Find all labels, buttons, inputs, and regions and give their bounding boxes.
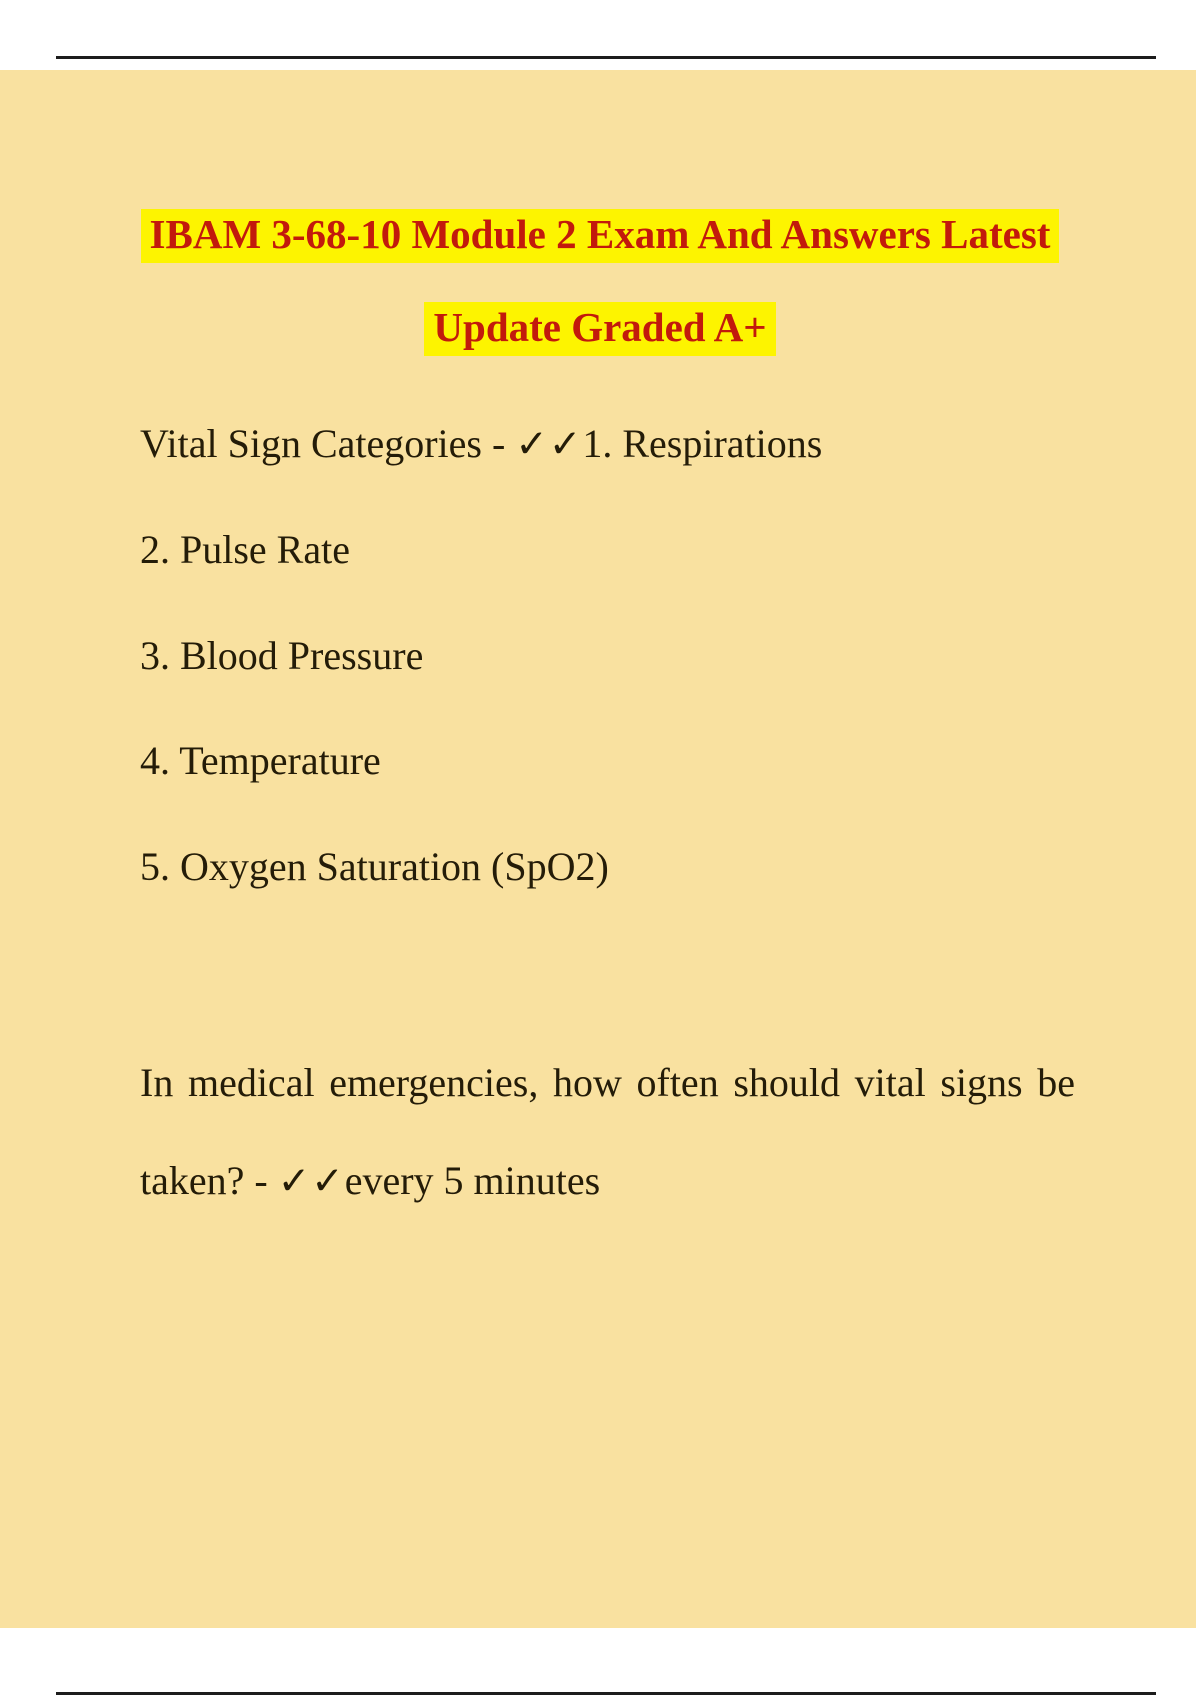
answer-line (140, 1158, 1075, 1205)
document-title-line-2 (0, 302, 1200, 356)
answer-text: every 5 minutes (344, 1158, 601, 1203)
title-highlight-line-2: Update Graded A+ (424, 302, 775, 356)
term-line (140, 421, 1075, 468)
question-line: In medical emergencies, how often should vital signs be (140, 1060, 1075, 1105)
question-continuation-text: taken? - (140, 1158, 278, 1203)
title-highlight-line-1: IBAM 3-68-10 Module 2 Exam And Answers Latest (141, 209, 1060, 263)
list-item: 5. Oxygen Saturation (SpO2) (140, 844, 609, 889)
term-text: Vital Sign Categories - (140, 421, 516, 466)
bottom-horizontal-rule (56, 1692, 1156, 1695)
list-item: 3. Blood Pressure (140, 633, 424, 678)
document-title-line-1 (0, 209, 1200, 263)
list-item: 4. Temperature (140, 738, 381, 783)
answer-item-1: 1. Respirations (582, 421, 823, 466)
top-horizontal-rule (56, 56, 1156, 59)
list-item: 2. Pulse Rate (140, 527, 350, 572)
double-check-icon: ✓✓ (515, 422, 583, 467)
double-check-icon: ✓✓ (277, 1159, 345, 1204)
